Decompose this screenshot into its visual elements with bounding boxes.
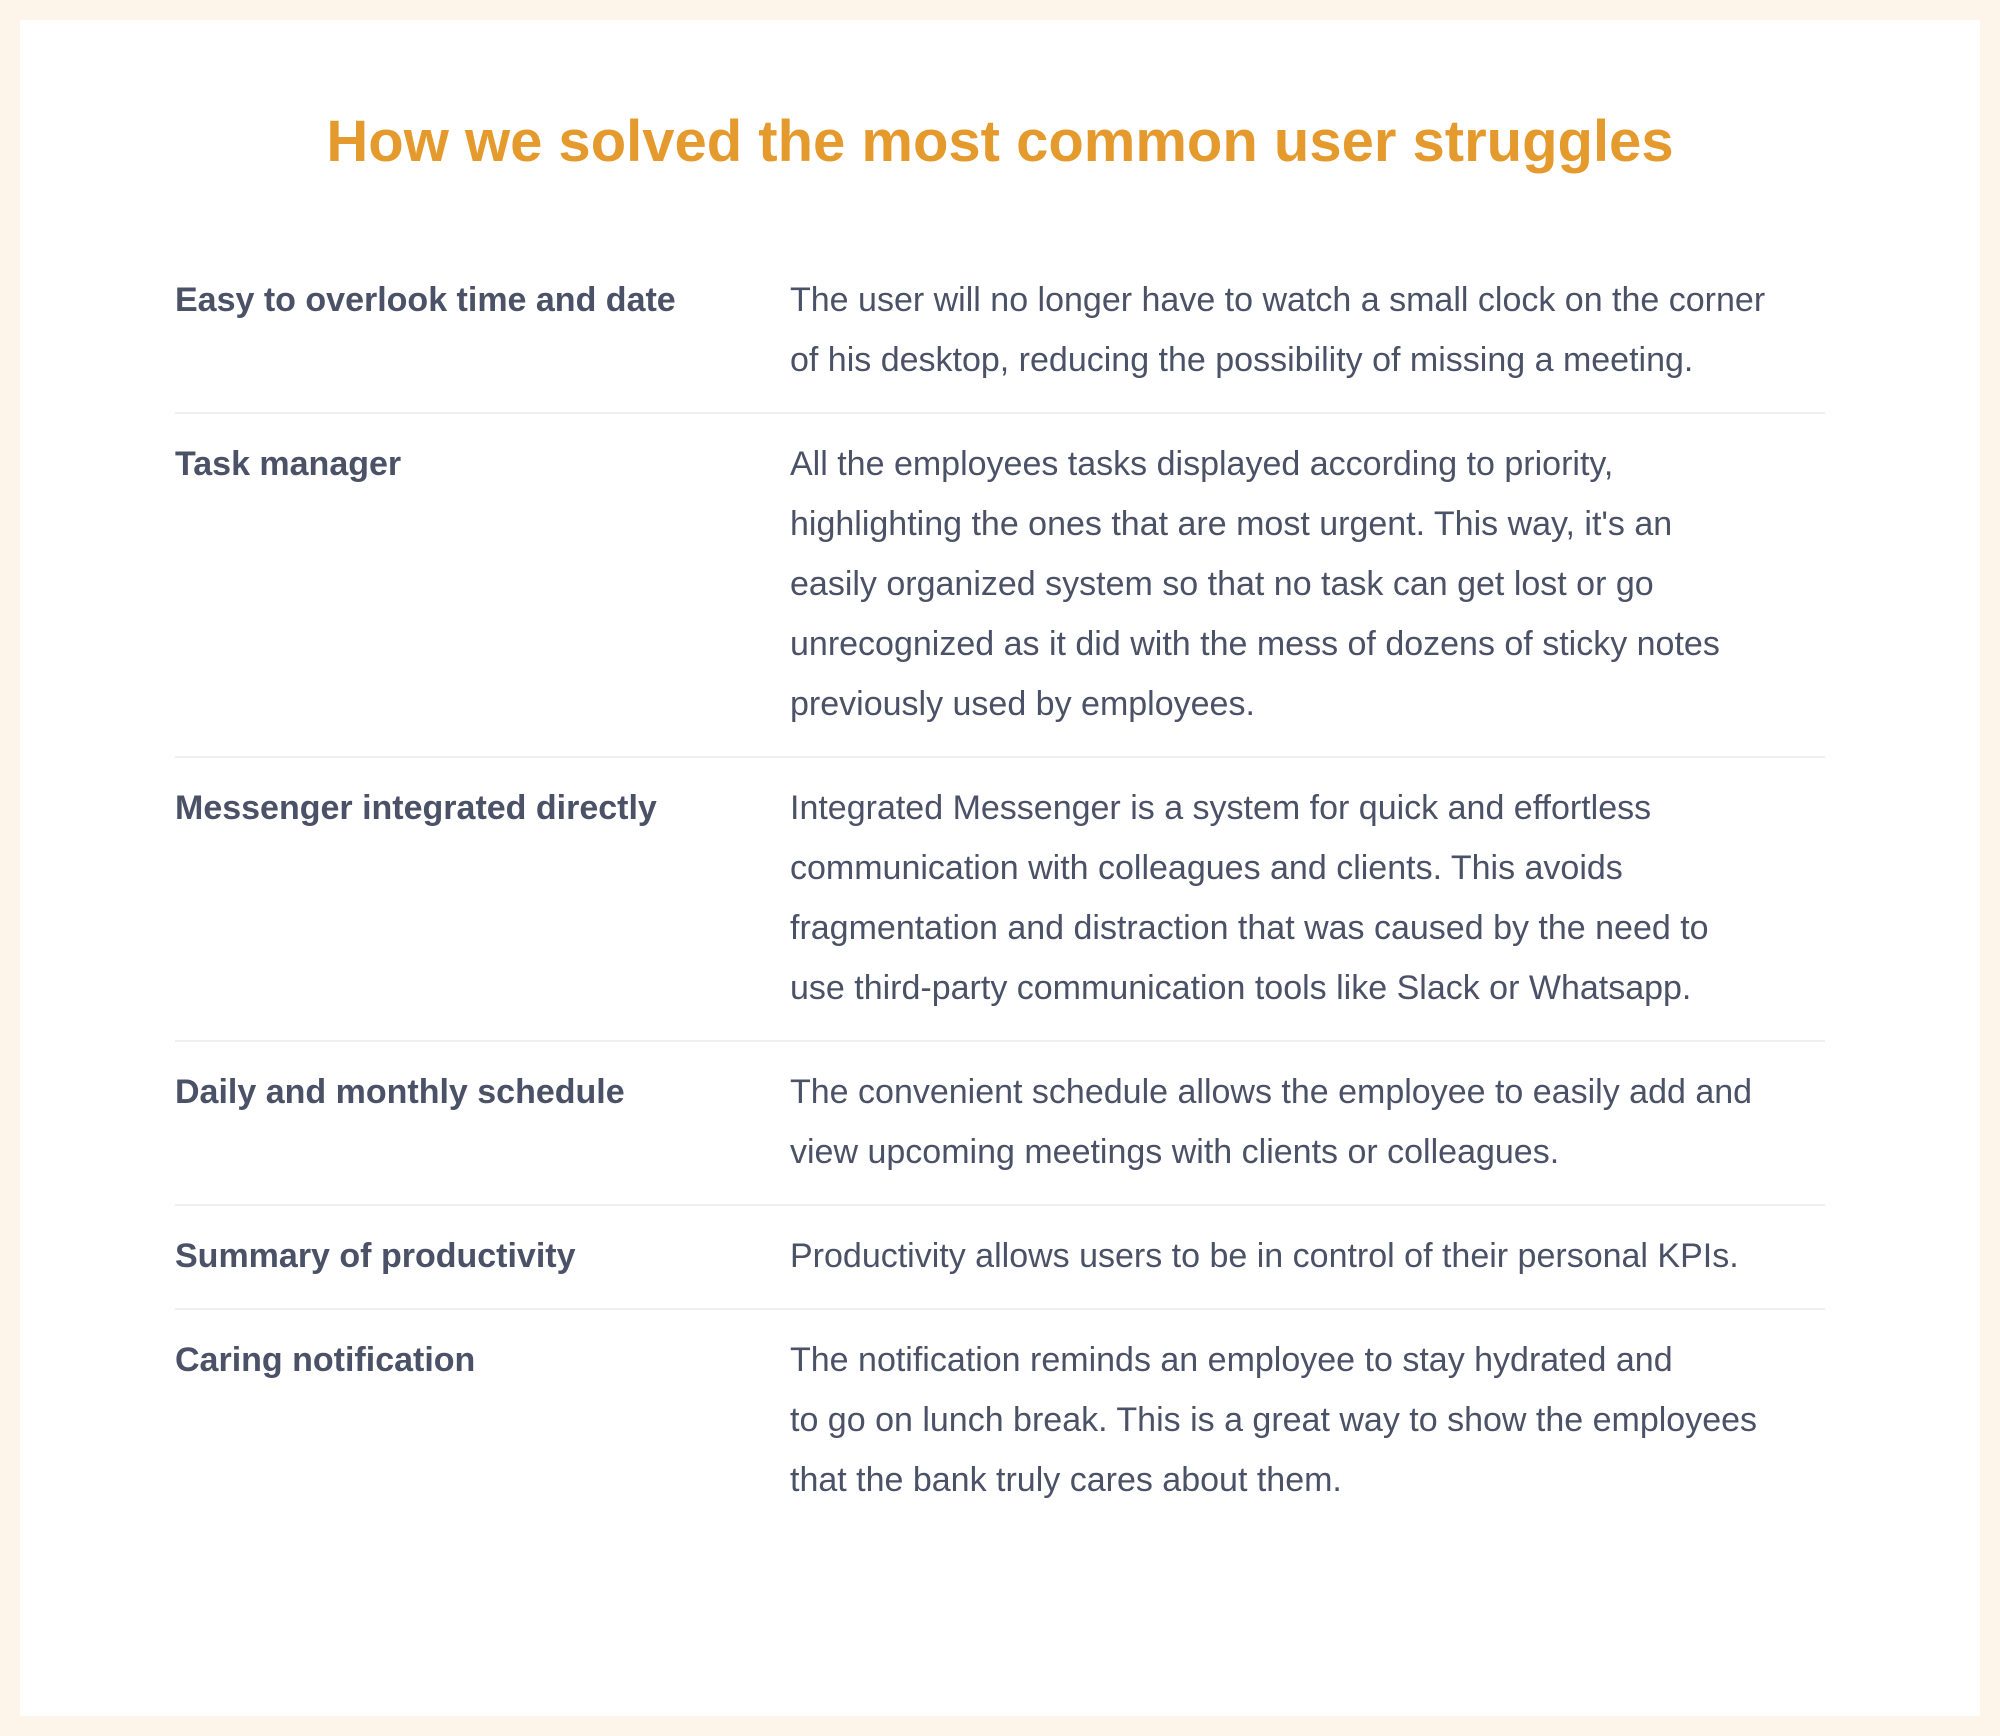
- struggles-list: [175, 252, 1825, 1532]
- item-description: [790, 270, 1825, 390]
- item-description: [790, 1330, 1825, 1510]
- description-line: communication with colleagues and clients. This avoids: [790, 849, 1623, 887]
- page-title: How we solved the most common user struggles: [326, 109, 1674, 174]
- item-description: [790, 434, 1825, 734]
- list-item: [175, 1206, 1825, 1310]
- item-title: Messenger integrated directly: [175, 789, 657, 827]
- content-card: [20, 20, 1980, 1716]
- item-title: Caring notification: [175, 1341, 476, 1379]
- item-description: [790, 778, 1825, 1018]
- description-line: highlighting the ones that are most urgent. This way, it's an: [790, 505, 1673, 543]
- list-item: [175, 252, 1825, 414]
- list-item: [175, 414, 1825, 758]
- item-title: Easy to overlook time and date: [175, 281, 676, 319]
- description-line: All the employees tasks displayed according to priority,: [790, 445, 1614, 483]
- item-description: [790, 1226, 1825, 1286]
- description-line: previously used by employees.: [790, 685, 1255, 723]
- item-title: Summary of productivity: [175, 1237, 576, 1275]
- description-line: Integrated Messenger is a system for quick and effortless: [790, 789, 1652, 827]
- description-line: The convenient schedule allows the employee to easily add and: [790, 1073, 1753, 1111]
- item-title: Daily and monthly schedule: [175, 1073, 625, 1111]
- description-line: easily organized system so that no task can get lost or go: [790, 565, 1654, 603]
- description-line: The notification reminds an employee to stay hydrated and: [790, 1341, 1673, 1379]
- description-line: Productivity allows users to be in control of their personal KPIs.: [790, 1237, 1739, 1275]
- list-item: [175, 1042, 1825, 1206]
- list-item: [175, 1310, 1825, 1532]
- description-line: unrecognized as it did with the mess of dozens of sticky notes: [790, 625, 1720, 663]
- description-line: that the bank truly cares about them.: [790, 1461, 1342, 1499]
- item-title: Task manager: [175, 445, 402, 483]
- item-description: [790, 1062, 1825, 1182]
- description-line: to go on lunch break. This is a great way to show the employees: [790, 1401, 1758, 1439]
- description-line: of his desktop, reducing the possibility of missing a meeting.: [790, 341, 1694, 379]
- description-line: use third-party communication tools like Slack or Whatsapp.: [790, 969, 1692, 1007]
- description-line: fragmentation and distraction that was caused by the need to: [790, 909, 1709, 947]
- description-line: view upcoming meetings with clients or colleagues.: [790, 1133, 1560, 1171]
- list-item: [175, 758, 1825, 1042]
- description-line: The user will no longer have to watch a small clock on the corner: [790, 281, 1766, 319]
